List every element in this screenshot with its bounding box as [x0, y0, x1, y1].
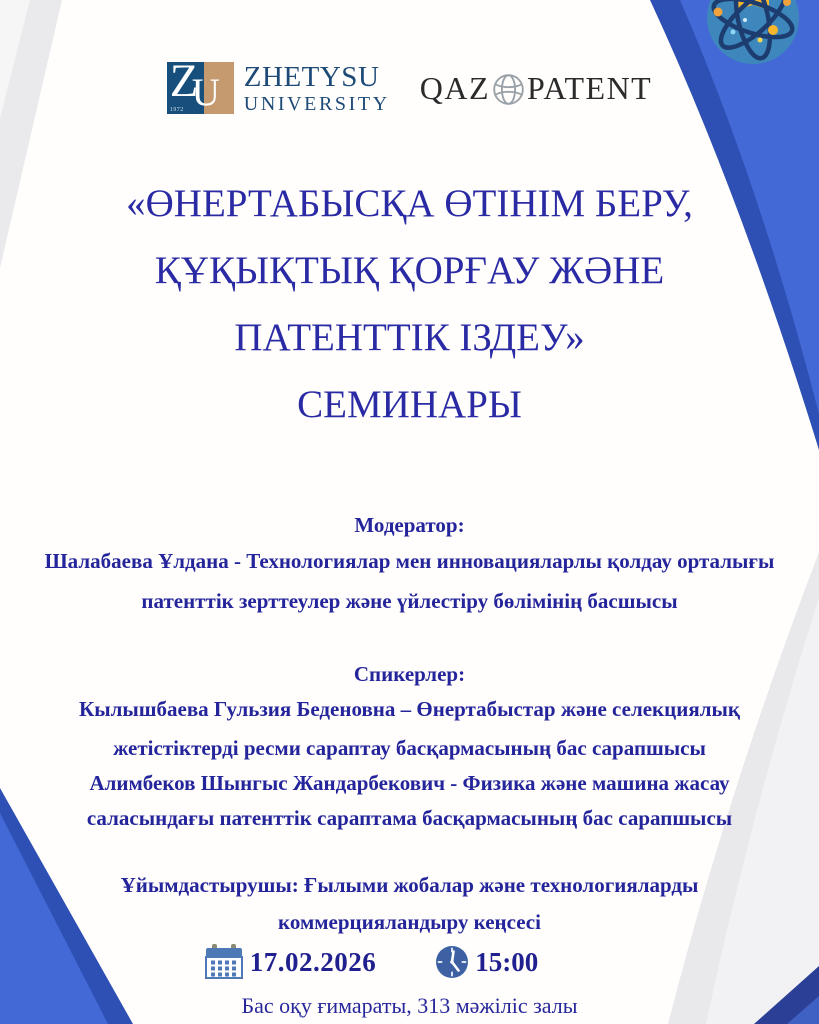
event-date: 17.02.2026: [249, 946, 377, 977]
title-line: ҚҰҚЫҚТЫҚ ҚОРҒАУ ЖӘНЕ: [154, 249, 665, 292]
zu-founding-year: 1972: [169, 107, 184, 113]
event-time: 15:00: [475, 946, 539, 977]
zu-name: ZHETYSU: [243, 60, 380, 93]
zhetysu-university-logo: [167, 55, 390, 115]
moderator-heading: Модератор:: [354, 513, 465, 537]
globe-icon: [492, 73, 525, 106]
zu-logo-mark: [167, 55, 235, 114]
atom-icon: [705, 0, 801, 66]
qazpatent-logo: [420, 70, 652, 107]
clock-icon: [434, 944, 470, 980]
logos-row: [0, 55, 819, 115]
speaker-line: Кылышбаева Гульзия Беденовна – Өнертабыстар және селекциялық: [78, 697, 740, 721]
speaker-line: Алимбеков Шынгыс Жандарбекович - Физика және машина жасау: [89, 771, 730, 795]
seminar-title: [0, 170, 819, 438]
speakers-heading: Спикерлер:: [353, 662, 466, 686]
zu-letter-u: U: [191, 71, 220, 114]
datetime-row: [0, 944, 781, 980]
title-line: СЕМИНАРЫ: [297, 383, 522, 426]
zu-letter-z: Z: [169, 55, 199, 107]
speaker-line: саласындағы патенттік сараптама басқармасының бас сарапшысы: [86, 806, 733, 830]
moderator-line: патенттік зерттеулер және үйлестіру бөлімінің басшысы: [141, 589, 678, 613]
qazpatent-prefix: QAZ: [419, 69, 491, 106]
title-line: ПАТЕНТТІК ІЗДЕУ»: [234, 316, 585, 359]
organizer-line: Ұйымдастырушы: Ғылыми жобалар және технологияларды: [120, 873, 699, 897]
organizer-line: коммерцияландыру кеңсесі: [278, 910, 541, 934]
title-line: «ӨНЕРТАБЫСҚА ӨТІНІМ БЕРУ,: [126, 182, 693, 225]
qazpatent-suffix: PATENT: [527, 69, 653, 106]
zu-subname: UNIVERSITY: [243, 92, 390, 115]
zu-logo-text: [243, 60, 390, 115]
speaker-line: жетістіктерді ресми сараптау басқармасының бас сарапшысы: [113, 736, 706, 760]
calendar-icon: [205, 944, 243, 980]
moderator-line: Шалабаева Ұлдана - Технологиялар мен инновацияларлы қолдау орталығы: [44, 549, 775, 573]
event-location: Бас оқу ғимараты, 313 мәжіліс залы: [241, 993, 578, 1018]
